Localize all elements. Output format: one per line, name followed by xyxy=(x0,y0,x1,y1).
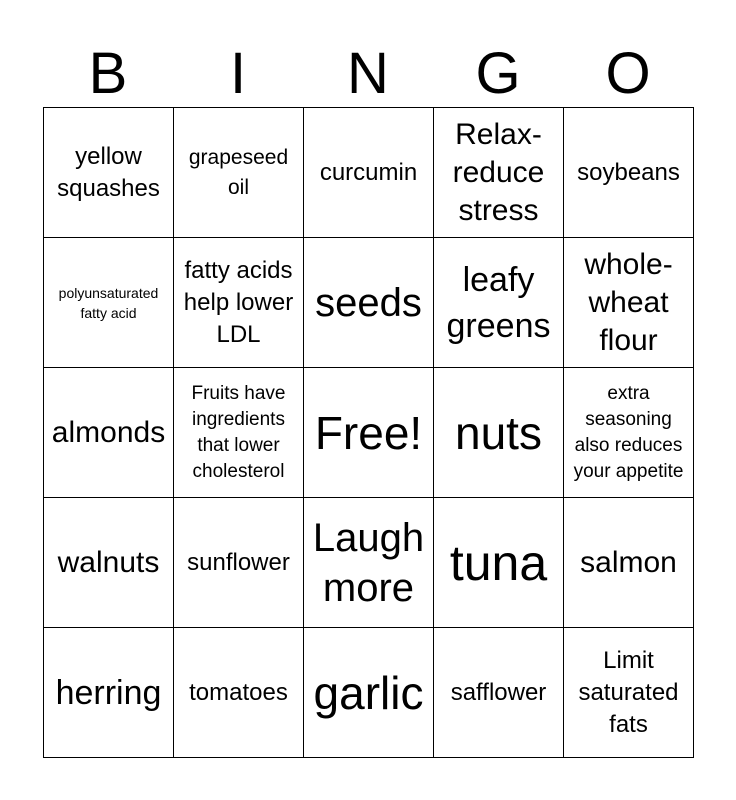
bingo-cell[interactable] xyxy=(174,498,304,628)
cell-text: safflower xyxy=(450,678,547,706)
bingo-cell[interactable] xyxy=(564,628,694,758)
bingo-cell[interactable] xyxy=(304,108,434,238)
free-space-text: Free! xyxy=(314,406,423,459)
cell-text: whole- wheat flour xyxy=(584,247,673,357)
cell-text: almonds xyxy=(51,415,166,449)
cell-text: leafy greens xyxy=(446,260,551,345)
bingo-cell[interactable] xyxy=(434,108,564,238)
header-letter-o: O xyxy=(605,41,651,106)
bingo-cell[interactable] xyxy=(44,628,174,758)
cell-text: Fruits have ingredients that lower cholesterol xyxy=(191,382,286,482)
bingo-cell[interactable] xyxy=(434,498,564,628)
cell-text: fatty acids help lower LDL xyxy=(183,256,294,348)
cell-text: Laugh more xyxy=(312,515,425,610)
bingo-cell[interactable] xyxy=(174,108,304,238)
bingo-cell[interactable] xyxy=(44,368,174,498)
cell-text: garlic xyxy=(313,666,424,719)
bingo-cell[interactable] xyxy=(564,498,694,628)
bingo-cell[interactable] xyxy=(44,238,174,368)
bingo-cell[interactable] xyxy=(44,108,174,238)
cell-text: curcumin xyxy=(319,158,418,186)
bingo-cell[interactable] xyxy=(564,108,694,238)
cell-text: extra seasoning also reduces your appetite xyxy=(573,382,684,482)
bingo-cell[interactable] xyxy=(174,628,304,758)
cell-text: nuts xyxy=(455,406,542,459)
bingo-cell[interactable] xyxy=(304,238,434,368)
cell-text: herring xyxy=(55,673,162,712)
bingo-cell[interactable] xyxy=(304,368,434,498)
cell-text: Limit saturated fats xyxy=(578,646,679,738)
cell-text: soybeans xyxy=(577,158,680,186)
header-letter-n: N xyxy=(347,41,389,106)
cell-text: yellow squashes xyxy=(57,142,160,202)
cell-text: sunflower xyxy=(187,548,290,576)
bingo-cell[interactable] xyxy=(304,628,434,758)
bingo-cell[interactable] xyxy=(44,498,174,628)
bingo-cell[interactable] xyxy=(434,628,564,758)
header-letter-i: I xyxy=(229,41,247,106)
cell-text: tomatoes xyxy=(189,678,288,706)
bingo-header xyxy=(43,40,693,108)
header-letter-b: B xyxy=(88,41,128,106)
bingo-cell[interactable] xyxy=(174,238,304,368)
bingo-cell[interactable] xyxy=(434,238,564,368)
header-letter-g: G xyxy=(475,41,521,106)
cell-text: polyunsaturated fatty acid xyxy=(58,284,159,321)
bingo-cell[interactable] xyxy=(304,498,434,628)
bingo-cell[interactable] xyxy=(564,368,694,498)
cell-text: salmon xyxy=(580,545,677,579)
bingo-cell[interactable] xyxy=(564,238,694,368)
cell-text: grapeseed oil xyxy=(188,145,289,199)
cell-text: tuna xyxy=(449,534,548,591)
bingo-cell[interactable] xyxy=(174,368,304,498)
cell-text: Relax- reduce stress xyxy=(452,117,545,227)
cell-text: walnuts xyxy=(57,545,160,579)
cell-text: seeds xyxy=(315,280,422,325)
bingo-cell[interactable] xyxy=(434,368,564,498)
bingo-board xyxy=(43,107,694,758)
